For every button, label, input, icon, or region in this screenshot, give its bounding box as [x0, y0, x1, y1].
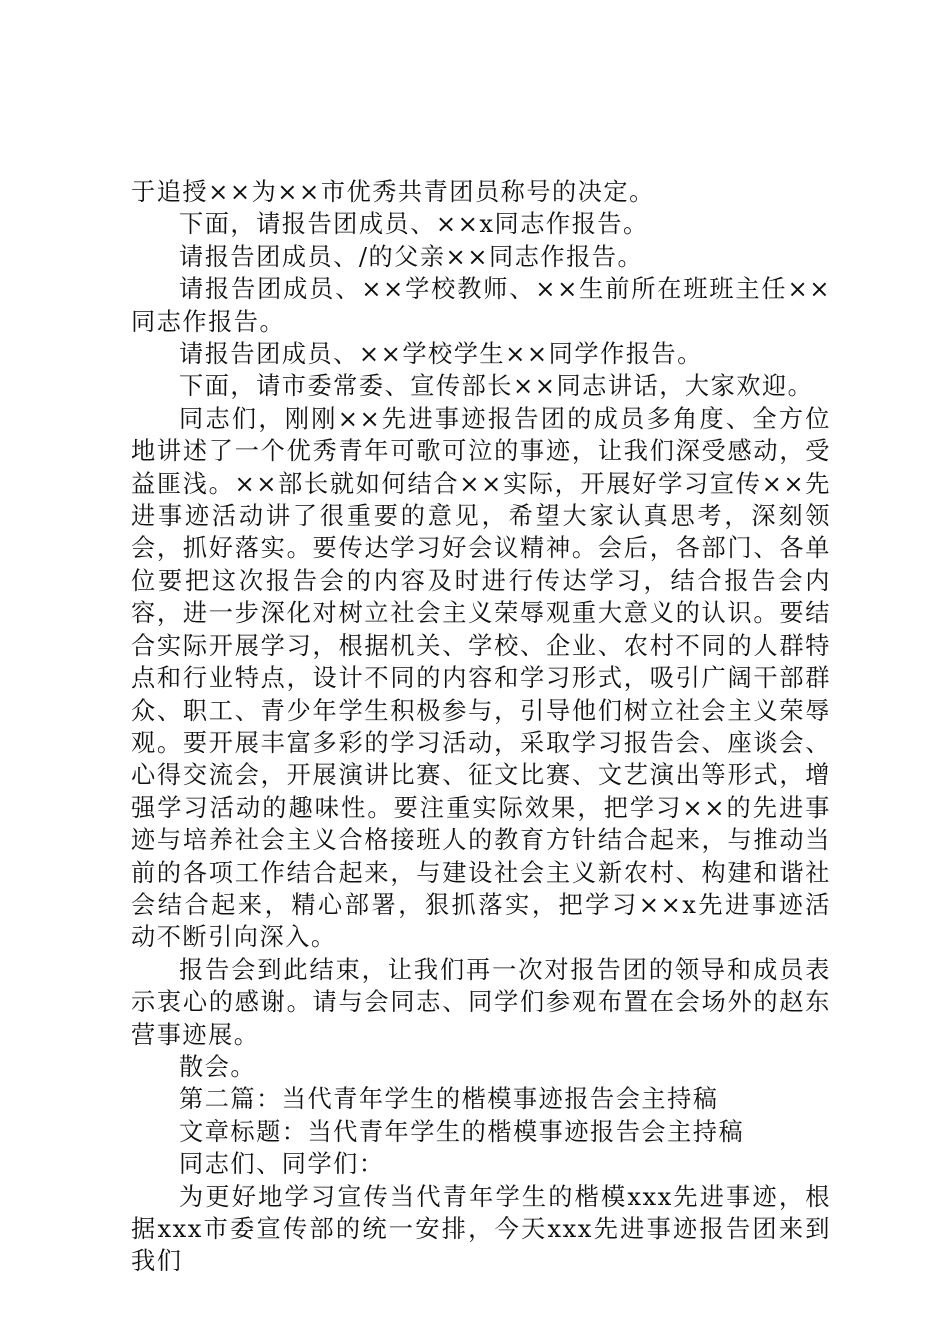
paragraph-first-report: 下面，请报告团成员、××x同志作报告。 [179, 210, 649, 239]
paragraph-minister-speech: 下面，请市委常委、宣传部长××同志讲话，大家欢迎。 [179, 372, 814, 401]
paragraph-teacher-report: 请报告团成员、××学校教师、××生前所在班班主任××同志作报告。 [131, 275, 831, 336]
paragraph-summary-speech: 同志们，刚刚××先进事迹报告团的成员多角度、全方位地讲述了一个优秀青年可歌可泣的事迹，让我们深受感动，受益匪浅。××部长就如何结合××实际，开展好学习宣传××先进事迹活动讲了很重要的意见，希望大家认真思考，深刻领会，抓好落实。要传达学习好会议精神。会后，各部门、各单位要把这次报告会的内容及时进行传达学习，结合报告会内容，进一步深化对树立社会主义荣辱观重大意义的认识。要结合实际开展学习，根据机关、学校、企业、农村不同的人群特点和行业特点，设计不同的内容和学习形式，吸引广阔干部群众、职工、青少年学生积极参与，引导他们树立社会主义荣辱观。要开展丰富多彩的学习活动，采取学习报告会、座谈会、心得交流会，开展演讲比赛、征文比赛、文艺演出等形式，增强学习活动的趣味性。要注重实际效果，把学习××的先进事迹与培养社会主义合格接班人的教育方针结合起来，与推动当前的各项工作结合起来，与建设社会主义新农村、构建和谐社会结合起来，精心部署，狠抓落实，把学习××x先进事迹活动不断引向深入。 [131, 404, 831, 952]
paragraph-closing-thanks: 报告会到此结束，让我们再一次对报告团的领导和成员表示衷心的感谢。请与会同志、同学们参观布置在会场外的赵东营事迹展。 [131, 955, 831, 1049]
paragraph-second-part-heading: 第二篇：当代青年学生的楷模事迹报告会主持稿 [179, 1085, 719, 1114]
document-body [131, 176, 831, 1278]
paragraph-adjourn: 散会。 [179, 1052, 257, 1081]
paragraph-introduction: 为更好地学习宣传当代青年学生的楷模xxx先进事迹，根据xxx市委宣传部的统一安排，今天xxx先进事迹报告团来到我们 [131, 1182, 831, 1276]
paragraph-student-report: 请报告团成员、××学校学生××同学作报告。 [179, 340, 703, 369]
paragraph-article-title: 文章标题：当代青年学生的楷模事迹报告会主持稿 [179, 1117, 745, 1146]
paragraph-father-report: 请报告团成员、/的父亲××同志作报告。 [179, 242, 644, 271]
paragraph-salutation: 同志们、同学们： [179, 1150, 385, 1179]
paragraph-decision-continuation: 于追授××为××市优秀共青团员称号的决定。 [131, 178, 655, 206]
